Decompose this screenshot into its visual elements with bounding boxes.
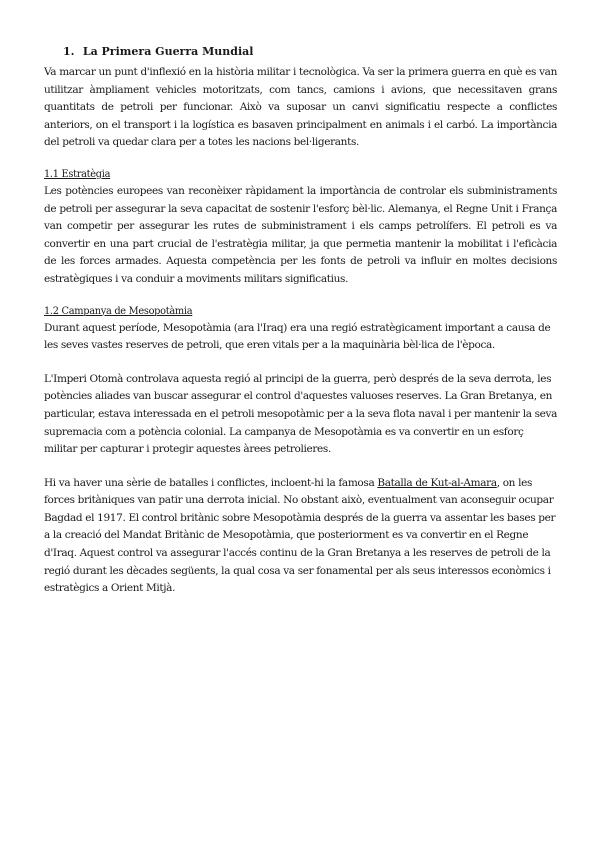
subsection-strategy-title: 1.1 Estratègia [44, 168, 111, 180]
section-number: 1. [63, 45, 75, 58]
section-intro-paragraph: Va marcar un punt d'inflexió en la història militar i tecnològica. Va ser la primera guerra en què es van utilitzar àmpliament vehicles motoritzats, com tancs, camions i avions, que necessitaven grans quantitats de petroli per funcionar. Això va suposar un canvi significatiu respecte a conflictes anteriors, on el transport i la logística es basaven principalment en animals i el carbó. La importància del petroli va quedar clara per a totes les nacions bel·ligerants. [44, 66, 557, 149]
section-title: La Primera Guerra Mundial [82, 45, 254, 58]
section-heading [63, 44, 557, 60]
strategy-paragraph: Les potències europees van reconèixer ràpidament la importància de controlar els subministraments de petroli per assegurar la seva capacitat de sostenir l'esforç bèl·lic. Alemanya, el Regne Unit i França van competir per assegurar les rutes de subministrament i els camps petrolífers. El petroli es va convertir en una part crucial de l'estratègia militar, ja que permetia mantenir la mobilitat i l'eficàcia de les forces armades. Aquesta competència per les fonts de petroli va influir en moltes decisions estratègiques i va conduir a moviments militars significatius. [44, 184, 557, 285]
mesopotamia-paragraph-3 [44, 475, 557, 598]
subsection-mesopotamia-title: 1.2 Campanya de Mesopotàmia [44, 305, 193, 317]
mesopotamia-paragraph-2: L'Imperi Otomà controlava aquesta regió al principi de la guerra, però després de la seva derrota, les potències aliades van buscar assegurar el control d'aquestes valuoses reserves. La Gran Bretanya, en particular, estava interessada en el petroli mesopotàmic per a la seva flota naval i per mantenir la seva supremacia com a potència colonial. La campanya de Mesopotàmia es va convertir en un esforç militar per capturar i protegir aquestes àrees petrolieres. [44, 372, 557, 456]
kut-al-amara-link[interactable]: Batalla de Kut-al-Amara [377, 476, 497, 489]
paragraph-text-after-link: , on les forces britàniques van patir una derrota inicial. No obstant això, eventualment van aconseguir ocupar Bagdad el 1917. El control britànic sobre Mesopotàmia després de la guerra va assentar les bases per a la creació del Mandat Britànic de Mesopotàmia, que posteriorment es va convertir en el Regne d'Iraq. Aquest control va assegurar l'accés continu de la Gran Bretanya a les reserves de petroli de la regió durant les dècades següents, la qual cosa va ser fonamental per als seus interessos econòmics i estratègics a Orient Mitjà. [44, 476, 556, 595]
paragraph-text-before-link: Hi va haver una sèrie de batalles i conflictes, incloent-hi la famosa [44, 476, 378, 489]
mesopotamia-paragraph-1: Durant aquest període, Mesopotàmia (ara l'Iraq) era una regió estratègicament important a causa de les seves vastes reserves de petroli, que eren vitals per a la maquinària bèl·lica de l'època. [44, 321, 551, 352]
